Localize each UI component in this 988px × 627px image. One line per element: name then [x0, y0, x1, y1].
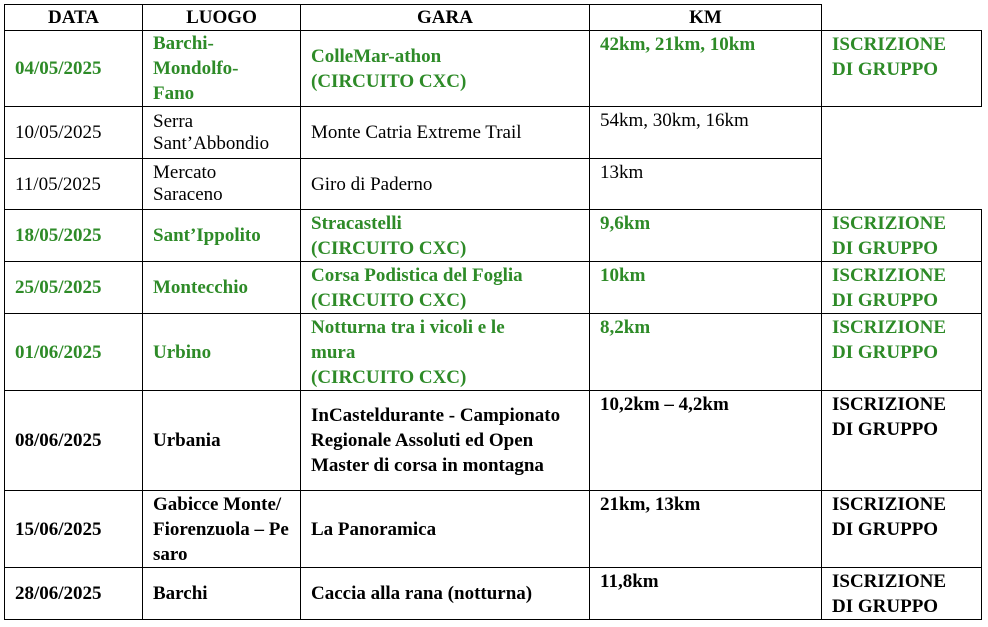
cell-date: 04/05/2025: [5, 31, 143, 107]
table-row: [5, 262, 982, 314]
cell-date: 01/06/2025: [5, 314, 143, 391]
table-row: [5, 491, 982, 568]
cell-date: 11/05/2025: [5, 159, 143, 210]
cell-place: Sant’Ippolito: [143, 210, 301, 262]
cell-km: 42km, 21km, 10km: [590, 31, 822, 107]
cell-note-empty: [822, 107, 982, 159]
table-row: [5, 31, 982, 107]
race-name: Stracastelli: [311, 212, 402, 234]
cell-km: 54km, 30km, 16km: [590, 107, 822, 159]
cell-place: Urbino: [143, 314, 301, 391]
cell-date: 28/06/2025: [5, 568, 143, 620]
cell-note: ISCRIZIONE DI GRUPPO: [822, 262, 982, 314]
race-name: Notturna tra i vicoli e le mura: [311, 316, 505, 363]
cell-km: 11,8km: [590, 568, 822, 620]
cell-race: Monte Catria Extreme Trail: [301, 107, 590, 159]
table-row: [5, 568, 982, 620]
table-row: [5, 314, 982, 391]
cell-note: ISCRIZIONE DI GRUPPO: [822, 491, 982, 568]
cell-date: 08/06/2025: [5, 391, 143, 491]
cell-km: 13km: [590, 159, 822, 210]
cell-place: Serra Sant’Abbondio: [143, 107, 301, 159]
race-circuit: (CIRCUITO CXC): [311, 289, 467, 311]
table-row: [5, 210, 982, 262]
race-name: ColleMar-athon: [311, 45, 442, 67]
cell-place: Montecchio: [143, 262, 301, 314]
cell-km: 10km: [590, 262, 822, 314]
cell-km: 8,2km: [590, 314, 822, 391]
cell-race: La Panoramica: [301, 491, 590, 568]
cell-km: 10,2km – 4,2km: [590, 391, 822, 491]
cell-date: 10/05/2025: [5, 107, 143, 159]
race-circuit: (CIRCUITO CXC): [311, 70, 467, 92]
table-row: [5, 391, 982, 491]
cell-place: Urbania: [143, 391, 301, 491]
cell-race: [301, 314, 590, 391]
table-row: [5, 159, 982, 210]
race-circuit: (CIRCUITO CXC): [311, 237, 467, 259]
header-empty-cell: [822, 5, 982, 31]
cell-race: [301, 210, 590, 262]
table-row: [5, 107, 982, 159]
cell-place: Barchi: [143, 568, 301, 620]
cell-place: [143, 31, 301, 107]
cell-race: [301, 31, 590, 107]
cell-place: Mercato Saraceno: [143, 159, 301, 210]
race-circuit: (CIRCUITO CXC): [311, 366, 467, 388]
column-header-place: LUOGO: [143, 5, 301, 31]
cell-note: ISCRIZIONE DI GRUPPO: [822, 391, 982, 491]
column-header-date: DATA: [5, 5, 143, 31]
cell-race: Caccia alla rana (notturna): [301, 568, 590, 620]
cell-note: ISCRIZIONE DI GRUPPO: [822, 210, 982, 262]
column-header-race: GARA: [301, 5, 590, 31]
cell-race: InCasteldurante - Campionato Regionale Assoluti ed Open Master di corsa in montagna: [301, 391, 590, 491]
cell-note: ISCRIZIONE DI GRUPPO: [822, 31, 982, 107]
race-calendar: [4, 4, 982, 620]
cell-race: [301, 262, 590, 314]
cell-note-empty: [822, 159, 982, 210]
cell-date: 25/05/2025: [5, 262, 143, 314]
header-row: [5, 5, 982, 31]
cell-note: ISCRIZIONE DI GRUPPO: [822, 314, 982, 391]
place-line: Barchi-Mondolfo-Fano: [153, 33, 239, 104]
race-name: Corsa Podistica del Foglia: [311, 264, 523, 286]
cell-date: 18/05/2025: [5, 210, 143, 262]
cell-km: 9,6km: [590, 210, 822, 262]
cell-note: ISCRIZIONE DI GRUPPO: [822, 568, 982, 620]
cell-km: 21km, 13km: [590, 491, 822, 568]
race-calendar-table: [4, 4, 982, 620]
cell-race: Giro di Paderno: [301, 159, 590, 210]
cell-place: Gabicce Monte/Fiorenzuola – Pesaro: [143, 491, 301, 568]
column-header-km: KM: [590, 5, 822, 31]
cell-date: 15/06/2025: [5, 491, 143, 568]
